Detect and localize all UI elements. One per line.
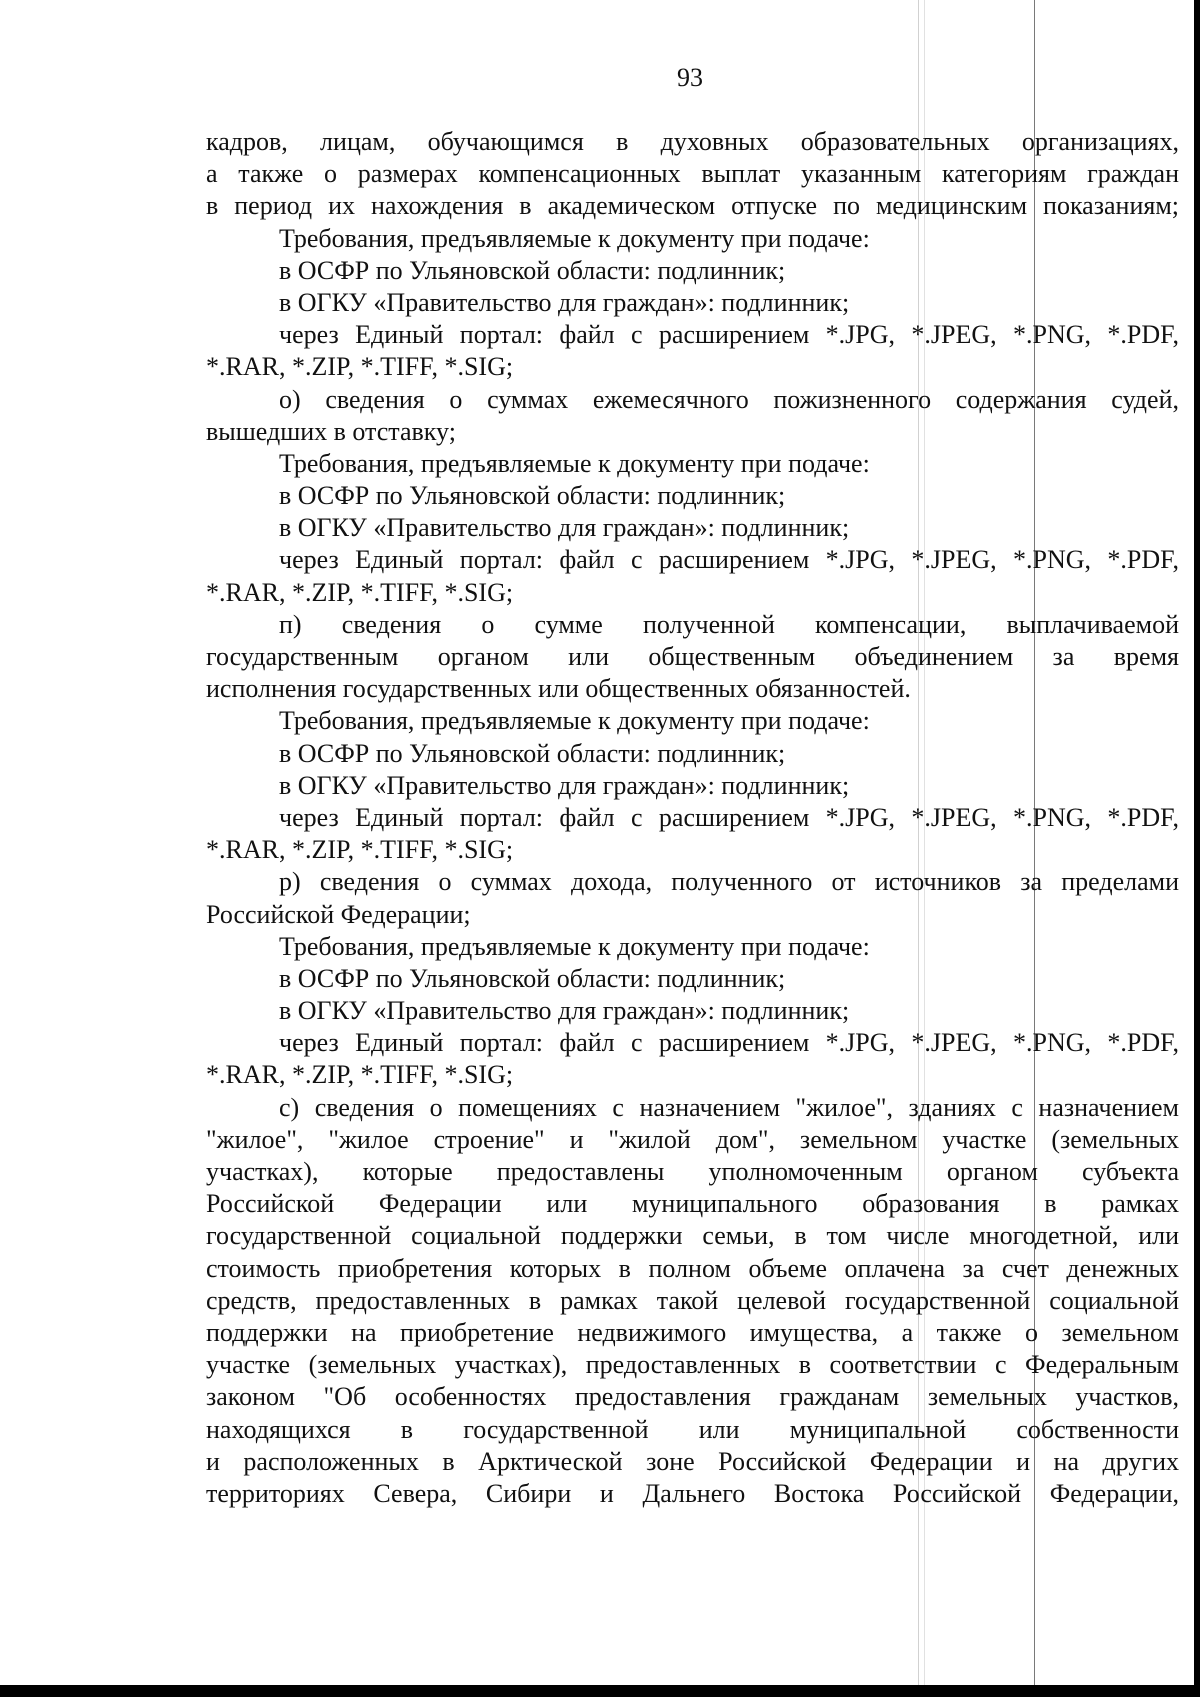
text-line: кадров, лицам, обучающимся в духовных образовательных организациях, xyxy=(206,127,1179,156)
text-line: законом "Об особенностях предоставления гражданам земельных участков, xyxy=(206,1382,1179,1412)
text-line: в ОГКУ «Правительство для граждан»: подлинник; xyxy=(279,996,850,1026)
text-line: стоимость приобретения которых в полном объеме оплачена за счет денежных xyxy=(206,1253,1179,1283)
text-line: "жилое", "жилое строение" и "жилой дом", земельном участке (земельных xyxy=(206,1124,1179,1154)
text-line: в ОГКУ «Правительство для граждан»: подлинник; xyxy=(279,513,850,543)
text-line: *.RAR, *.ZIP, *.TIFF, *.SIG; xyxy=(206,352,514,382)
text-line: и расположенных в Арктической зоне Российской Федерации и на других xyxy=(206,1446,1179,1476)
text-line: вышедших в отставку; xyxy=(206,416,456,446)
page-number: 93 xyxy=(677,63,703,92)
text-line: через Единый портал: файл с расширением *.JPG, *.JPEG, *.PNG, *.PDF, xyxy=(279,545,1179,575)
text-line: Требования, предъявляемые к документу при подаче: xyxy=(279,706,870,736)
text-line: в ОСФР по Ульяновской области: подлинник; xyxy=(279,963,786,993)
text-line: в ОГКУ «Правительство для граждан»: подлинник; xyxy=(279,287,850,317)
text-line: государственным органом или общественным объединением за время xyxy=(206,642,1179,671)
text-line: через Единый портал: файл с расширением *.JPG, *.JPEG, *.PNG, *.PDF, xyxy=(279,320,1179,350)
text-line: государственной социальной поддержки семьи, в том числе многодетной, или xyxy=(206,1221,1179,1251)
text-line: средств, предоставленных в рамках такой целевой государственной социальной xyxy=(206,1285,1179,1315)
text-line: участках), которые предоставлены уполномоченным органом субъекта xyxy=(206,1157,1179,1186)
text-line: в ОСФР по Ульяновской области: подлинник; xyxy=(279,255,786,285)
text-line: Российской Федерации или муниципального образования в рамках xyxy=(206,1189,1179,1219)
text-line: в ОСФР по Ульяновской области: подлинник; xyxy=(279,481,786,511)
text-line: о) сведения о суммах ежемесячного пожизненного содержания судей, xyxy=(279,384,1179,414)
text-line: с) сведения о помещениях с назначением "жилое", зданиях с назначением xyxy=(279,1092,1179,1122)
text-line: в период их нахождения в академическом отпуске по медицинским показаниям; xyxy=(206,191,1179,221)
text-line: Требования, предъявляемые к документу при подаче: xyxy=(279,223,870,253)
scan-edge-right xyxy=(1194,0,1200,1697)
text-line: находящихся в государственной или муниципальной собственности xyxy=(206,1414,1179,1444)
text-line: а также о размерах компенсационных выплат указанным категориям граждан xyxy=(206,159,1179,189)
text-line: *.RAR, *.ZIP, *.TIFF, *.SIG; xyxy=(206,577,514,607)
text-line: поддержки на приобретение недвижимого имущества, а также о земельном xyxy=(206,1317,1179,1347)
text-line: Российской Федерации; xyxy=(206,899,471,929)
body-text xyxy=(206,126,1179,1510)
text-line: в ОСФР по Ульяновской области: подлинник; xyxy=(279,738,786,768)
text-line: Требования, предъявляемые к документу при подаче: xyxy=(279,448,870,478)
text-line: Требования, предъявляемые к документу при подаче: xyxy=(279,931,870,961)
text-line: участке (земельных участках), предоставленных в соответствии с Федеральным xyxy=(206,1350,1179,1380)
text-line: территориях Севера, Сибири и Дальнего Востока Российской Федерации, xyxy=(206,1478,1179,1508)
scan-edge-bottom xyxy=(0,1685,1200,1697)
text-line: *.RAR, *.ZIP, *.TIFF, *.SIG; xyxy=(206,835,514,865)
text-line: через Единый портал: файл с расширением *.JPG, *.JPEG, *.PNG, *.PDF, xyxy=(279,802,1179,832)
text-line: *.RAR, *.ZIP, *.TIFF, *.SIG; xyxy=(206,1060,514,1090)
text-line: р) сведения о суммах дохода, полученного от источников за пределами xyxy=(279,867,1179,897)
text-line: исполнения государственных или общественных обязанностей. xyxy=(206,674,911,704)
text-line: в ОГКУ «Правительство для граждан»: подлинник; xyxy=(279,770,850,800)
text-line: через Единый портал: файл с расширением *.JPG, *.JPEG, *.PNG, *.PDF, xyxy=(279,1028,1179,1058)
text-line: п) сведения о сумме полученной компенсации, выплачиваемой xyxy=(279,609,1179,639)
